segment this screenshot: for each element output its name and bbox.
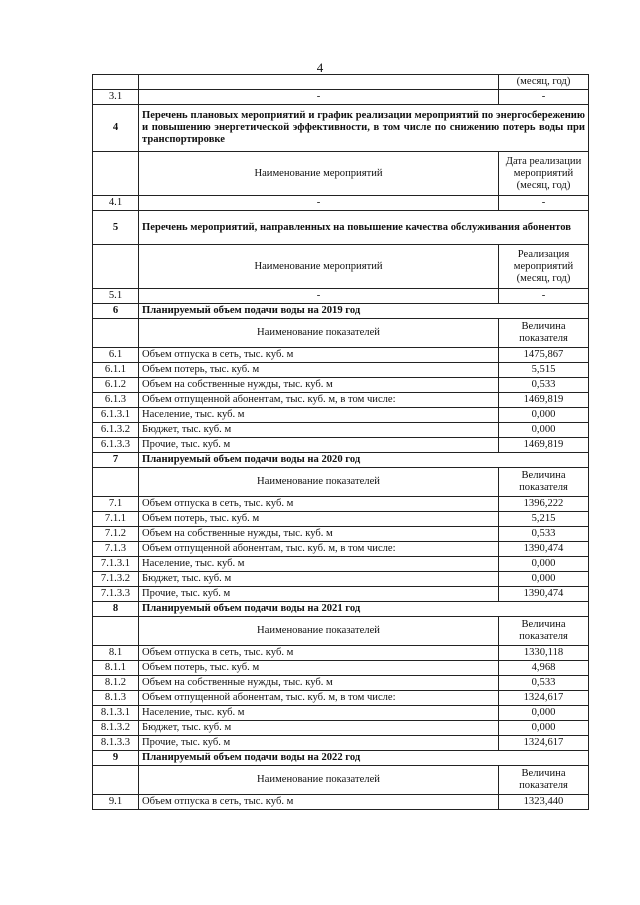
- table-row: [93, 542, 589, 557]
- row-name-cell: Прочие, тыс. куб. м: [139, 736, 499, 751]
- section-header-row: [93, 751, 589, 766]
- row-name-cell: Объем отпущенной абонентам, тыс. куб. м, в том числе:: [139, 691, 499, 706]
- table-row: [93, 512, 589, 527]
- row-number-cell: [93, 319, 139, 348]
- row-value-cell: 1330,118: [499, 646, 589, 661]
- row-number-cell: 8.1.2: [93, 676, 139, 691]
- column-header-row: [93, 245, 589, 289]
- row-number-cell: 7.1.3.2: [93, 572, 139, 587]
- section-number: 7: [93, 453, 139, 468]
- table-row: [93, 557, 589, 572]
- section-number: 4: [93, 105, 139, 152]
- row-value-cell: 4,968: [499, 661, 589, 676]
- table-row: [93, 587, 589, 602]
- row-name-cell: Прочие, тыс. куб. м: [139, 438, 499, 453]
- row-number-cell: 6.1.1: [93, 363, 139, 378]
- row-number-cell: 7.1.3.3: [93, 587, 139, 602]
- section-header-row: [93, 105, 589, 152]
- section-title: Планируемый объем подачи воды на 2021 год: [139, 602, 589, 617]
- table-row: [93, 378, 589, 393]
- row-value-cell: 1390,474: [499, 542, 589, 557]
- row-name-cell: Объем отпуска в сеть, тыс. куб. м: [139, 795, 499, 810]
- column-header-row: [93, 319, 589, 348]
- column-header-name: Наименование показателей: [139, 617, 499, 646]
- row-value-cell: 0,533: [499, 378, 589, 393]
- section-number: 9: [93, 751, 139, 766]
- section-number: 5: [93, 211, 139, 245]
- column-header-value: Реализация мероприятий (месяц, год): [499, 245, 589, 289]
- row-value-cell: 0,000: [499, 408, 589, 423]
- row-name-cell: Бюджет, тыс. куб. м: [139, 423, 499, 438]
- column-header-row: [93, 617, 589, 646]
- section-title: Планируемый объем подачи воды на 2020 год: [139, 453, 589, 468]
- row-number-cell: [93, 766, 139, 795]
- table-row: [93, 676, 589, 691]
- section-header-row: [93, 211, 589, 245]
- section-number: 8: [93, 602, 139, 617]
- table-row: [93, 661, 589, 676]
- column-header-row: [93, 152, 589, 196]
- table-row: [93, 423, 589, 438]
- table-row: [93, 196, 589, 211]
- column-header-name: Наименование показателей: [139, 319, 499, 348]
- table-row: [93, 289, 589, 304]
- row-value-cell: 0,000: [499, 721, 589, 736]
- row-number-cell: 6.1.3.3: [93, 438, 139, 453]
- section-header-row: [93, 453, 589, 468]
- row-name-cell: Объем отпущенной абонентам, тыс. куб. м, в том числе:: [139, 393, 499, 408]
- column-header-name: Наименование показателей: [139, 766, 499, 795]
- row-number-cell: [93, 468, 139, 497]
- table-row: [93, 691, 589, 706]
- row-number-cell: 8.1.1: [93, 661, 139, 676]
- table-row: [93, 75, 589, 90]
- column-header-row: [93, 468, 589, 497]
- row-value-cell: (месяц, год): [499, 75, 589, 90]
- table-row: [93, 721, 589, 736]
- row-number-cell: [93, 245, 139, 289]
- column-header-value: Величина показателя: [499, 468, 589, 497]
- row-value-cell: -: [499, 196, 589, 211]
- table-row: [93, 90, 589, 105]
- row-name-cell: Объем на собственные нужды, тыс. куб. м: [139, 527, 499, 542]
- table-row: [93, 497, 589, 512]
- row-name-cell: Объем потерь, тыс. куб. м: [139, 363, 499, 378]
- row-name-cell: Объем на собственные нужды, тыс. куб. м: [139, 378, 499, 393]
- table-row: [93, 527, 589, 542]
- row-name-cell: Объем отпущенной абонентам, тыс. куб. м, в том числе:: [139, 542, 499, 557]
- column-header-name: Наименование мероприятий: [139, 245, 499, 289]
- row-name-cell: Объем отпуска в сеть, тыс. куб. м: [139, 497, 499, 512]
- row-number-cell: 3.1: [93, 90, 139, 105]
- row-number-cell: 6.1: [93, 348, 139, 363]
- row-value-cell: 0,000: [499, 557, 589, 572]
- column-header-value: Дата реализации мероприятий (месяц, год): [499, 152, 589, 196]
- row-value-cell: 1324,617: [499, 691, 589, 706]
- row-name-cell: Объем потерь, тыс. куб. м: [139, 661, 499, 676]
- row-number-cell: [93, 75, 139, 90]
- row-number-cell: 6.1.3.2: [93, 423, 139, 438]
- row-value-cell: 1390,474: [499, 587, 589, 602]
- page-number: 4: [316, 60, 324, 75]
- row-name-cell: [139, 75, 499, 90]
- row-number-cell: 8.1.3.1: [93, 706, 139, 721]
- table-row: [93, 348, 589, 363]
- row-value-cell: 1396,222: [499, 497, 589, 512]
- section-title: Перечень плановых мероприятий и график реализации мероприятий по энергосбережению и повышению энергетической эффективности, в том числе по снижению потерь воды при транспортировке: [139, 105, 589, 152]
- row-number-cell: 8.1.3.2: [93, 721, 139, 736]
- column-header-name: Наименование мероприятий: [139, 152, 499, 196]
- row-name-cell: Население, тыс. куб. м: [139, 408, 499, 423]
- row-value-cell: 1469,819: [499, 438, 589, 453]
- row-number-cell: 5.1: [93, 289, 139, 304]
- row-name-cell: Объем отпуска в сеть, тыс. куб. м: [139, 646, 499, 661]
- row-number-cell: 7.1.2: [93, 527, 139, 542]
- row-name-cell: Объем отпуска в сеть, тыс. куб. м: [139, 348, 499, 363]
- table-row: [93, 363, 589, 378]
- row-value-cell: 0,533: [499, 676, 589, 691]
- row-value-cell: 1475,867: [499, 348, 589, 363]
- row-value-cell: -: [499, 289, 589, 304]
- row-number-cell: 7.1.3: [93, 542, 139, 557]
- row-number-cell: 8.1.3.3: [93, 736, 139, 751]
- indicators-table: [92, 74, 589, 810]
- table-row: [93, 706, 589, 721]
- row-number-cell: 6.1.3: [93, 393, 139, 408]
- section-number: 6: [93, 304, 139, 319]
- row-value-cell: 1469,819: [499, 393, 589, 408]
- row-value-cell: 0,000: [499, 572, 589, 587]
- column-header-value: Величина показателя: [499, 617, 589, 646]
- section-title: Перечень мероприятий, направленных на повышение качества обслуживания абонентов: [139, 211, 589, 245]
- row-number-cell: 7.1.3.1: [93, 557, 139, 572]
- row-number-cell: [93, 152, 139, 196]
- table-row: [93, 438, 589, 453]
- section-title: Планируемый объем подачи воды на 2022 год: [139, 751, 589, 766]
- section-header-row: [93, 304, 589, 319]
- row-name-cell: Бюджет, тыс. куб. м: [139, 721, 499, 736]
- row-name-cell: Объем потерь, тыс. куб. м: [139, 512, 499, 527]
- row-name-cell: Объем на собственные нужды, тыс. куб. м: [139, 676, 499, 691]
- row-number-cell: 7.1: [93, 497, 139, 512]
- row-value-cell: 5,215: [499, 512, 589, 527]
- row-number-cell: 6.1.3.1: [93, 408, 139, 423]
- row-name-cell: Население, тыс. куб. м: [139, 557, 499, 572]
- row-number-cell: 7.1.1: [93, 512, 139, 527]
- column-header-value: Величина показателя: [499, 766, 589, 795]
- section-title: Планируемый объем подачи воды на 2019 год: [139, 304, 589, 319]
- table-row: [93, 393, 589, 408]
- row-number-cell: [93, 617, 139, 646]
- row-value-cell: 1323,440: [499, 795, 589, 810]
- row-name-cell: Население, тыс. куб. м: [139, 706, 499, 721]
- row-number-cell: 6.1.2: [93, 378, 139, 393]
- row-number-cell: 8.1: [93, 646, 139, 661]
- table-row: [93, 795, 589, 810]
- table-row: [93, 408, 589, 423]
- row-value-cell: 0,000: [499, 706, 589, 721]
- column-header-value: Величина показателя: [499, 319, 589, 348]
- row-name-cell: -: [139, 196, 499, 211]
- table-row: [93, 736, 589, 751]
- row-name-cell: -: [139, 289, 499, 304]
- column-header-row: [93, 766, 589, 795]
- row-number-cell: 8.1.3: [93, 691, 139, 706]
- row-value-cell: 0,533: [499, 527, 589, 542]
- column-header-name: Наименование показателей: [139, 468, 499, 497]
- row-value-cell: 5,515: [499, 363, 589, 378]
- row-name-cell: Прочие, тыс. куб. м: [139, 587, 499, 602]
- row-number-cell: 4.1: [93, 196, 139, 211]
- row-number-cell: 9.1: [93, 795, 139, 810]
- row-value-cell: -: [499, 90, 589, 105]
- row-name-cell: Бюджет, тыс. куб. м: [139, 572, 499, 587]
- row-value-cell: 1324,617: [499, 736, 589, 751]
- row-name-cell: -: [139, 90, 499, 105]
- section-header-row: [93, 602, 589, 617]
- table-row: [93, 646, 589, 661]
- table-row: [93, 572, 589, 587]
- row-value-cell: 0,000: [499, 423, 589, 438]
